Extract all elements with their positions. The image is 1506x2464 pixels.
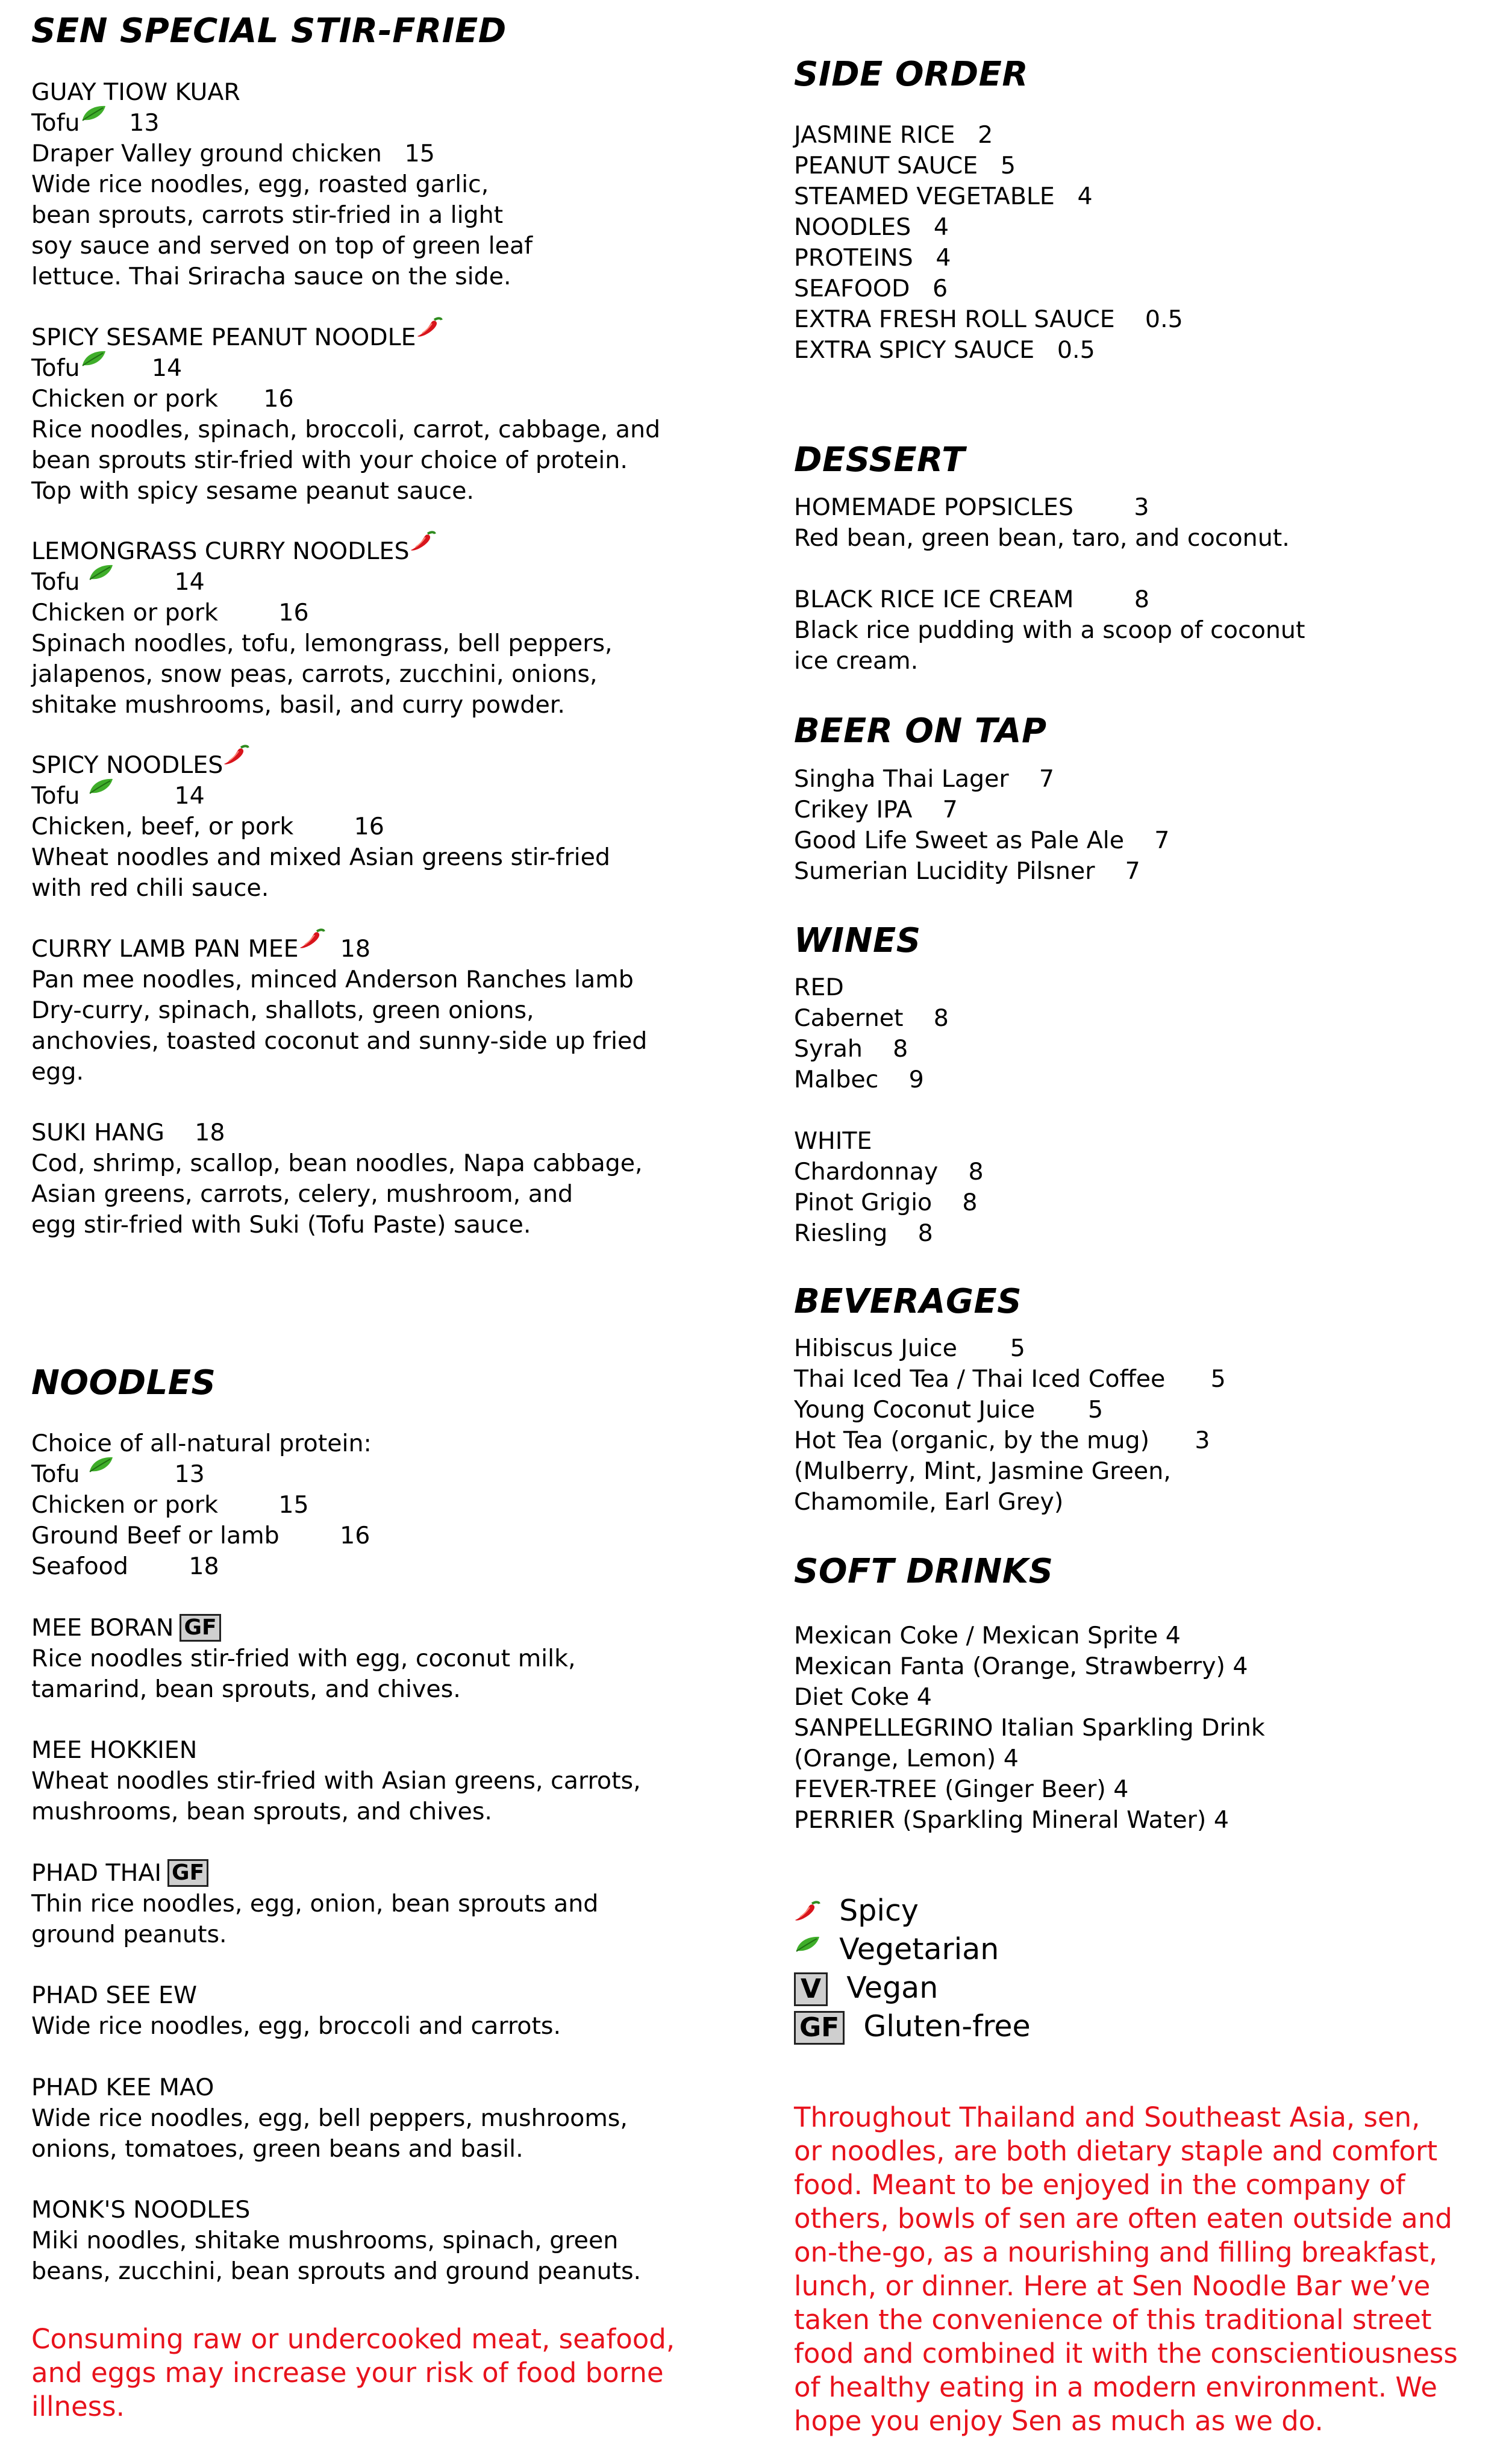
legend-spicy [794, 1892, 1487, 1930]
list-item: Crikey IPA 7 [794, 796, 958, 824]
list-item: STEAMED VEGETABLE 4 [794, 183, 1093, 210]
list-item: Thai Iced Tea / Thai Iced Coffee 5 [794, 1365, 1226, 1393]
list-item: SANPELLEGRINO Italian Sparkling Drink [794, 1714, 1265, 1742]
list-item: Mexican Fanta (Orange, Strawberry) 4 [794, 1653, 1248, 1680]
menu-item-spicy-noodles [31, 750, 772, 904]
list-item: FEVER-TREE (Ginger Beer) 4 [794, 1775, 1129, 1803]
leaf-icon [794, 1935, 820, 1953]
warning-line: Consuming raw or undercooked meat, seafood, [31, 2323, 675, 2355]
vegan-badge: V [794, 1972, 828, 2006]
desc-line: with red chili sauce. [31, 874, 269, 902]
desc-line: soy sauce and served on top of green leaf [31, 232, 533, 260]
list-item: Syrah 8 [794, 1035, 908, 1063]
item-name: MONK'S NOODLES [31, 2196, 251, 2224]
section-title-noodles: NOODLES [31, 1363, 216, 1402]
wines-list [794, 972, 1487, 1249]
about-paragraph [794, 2101, 1487, 2438]
tofu-label: Tofu [31, 782, 80, 810]
stirfried-section [31, 11, 772, 52]
gluten-free-badge: GF [167, 1859, 208, 1887]
desc-line: Rice noodles, spinach, broccoli, carrot, cabbage, and [31, 416, 661, 443]
desc-line: jalapenos, snow peas, carrots, zucchini, onions, [31, 660, 598, 688]
list-item: Young Coconut Juice 5 [794, 1396, 1104, 1424]
desc-line: Asian greens, carrots, celery, mushroom, and [31, 1180, 573, 1208]
protein-line: Seafood 18 [31, 1553, 219, 1580]
beer-list [794, 764, 1487, 887]
desc-line: Rice noodles stir-fried with egg, coconut milk, [31, 1645, 576, 1672]
list-item: NOODLES 4 [794, 213, 949, 241]
list-item: HOMEMADE POPSICLES 3 [794, 493, 1149, 521]
list-item: PERRIER (Sparkling Mineral Water) 4 [794, 1806, 1229, 1834]
protein-line: Chicken, beef, or pork 16 [31, 813, 384, 840]
desc-line: bean sprouts, carrots stir-fried in a light [31, 201, 504, 229]
legend-gluten-free [794, 2007, 1487, 2046]
item-name: CURRY LAMB PAN MEE [31, 935, 299, 963]
list-item: EXTRA FRESH ROLL SAUCE 0.5 [794, 305, 1183, 333]
price: 13 [174, 1460, 205, 1488]
menu-item-guay-tiow-kuar [31, 77, 772, 292]
menu-item-monks-noodles [31, 2195, 772, 2287]
list-item: Cabernet 8 [794, 1004, 949, 1032]
dessert-section [794, 440, 1487, 481]
desc-line: bean sprouts stir-fried with your choice of protein. [31, 446, 628, 474]
legend-label: Vegan [846, 1971, 939, 2005]
legend-label: Vegetarian [839, 1932, 999, 1966]
item-name: PHAD THAI [31, 1859, 162, 1887]
list-item: BLACK RICE ICE CREAM 8 [794, 586, 1149, 613]
about-line: taken the convenience of this traditional street [794, 2304, 1432, 2336]
desc-line: Thin rice noodles, egg, onion, bean sprouts and [31, 1890, 599, 1918]
side-order-section [794, 54, 1487, 95]
desc-line: egg. [31, 1058, 84, 1086]
warning-line: and eggs may increase your risk of food borne [31, 2357, 664, 2389]
desc-line: lettuce. Thai Sriracha sauce on the side. [31, 263, 511, 290]
item-name: SUKI HANG 18 [31, 1119, 225, 1146]
price: 14 [151, 354, 183, 382]
menu-item-phad-thai [31, 1858, 772, 1950]
desc-line: Dry-curry, spinach, shallots, green onions, [31, 996, 534, 1024]
list-item: EXTRA SPICY SAUCE 0.5 [794, 336, 1095, 364]
menu-item-lemongrass-curry-noodles [31, 536, 772, 721]
legend-label: Spicy [839, 1893, 919, 1928]
about-line: hope you enjoy Sen as much as we do. [794, 2405, 1323, 2437]
item-name-line [31, 536, 772, 567]
list-item: Sumerian Lucidity Pilsner 7 [794, 857, 1140, 885]
section-title-dessert: DESSERT [794, 440, 965, 480]
menu-item-suki-hang [31, 1118, 772, 1240]
price: 14 [174, 782, 205, 810]
item-name: PHAD KEE MAO [31, 2074, 214, 2101]
about-line: others, bowls of sen are often eaten outside and [794, 2203, 1452, 2234]
list-item: Chardonnay 8 [794, 1158, 984, 1186]
desc-line: Wide rice noodles, egg, bell peppers, mushrooms, [31, 2104, 628, 2132]
about-line: or noodles, are both dietary staple and comfort [794, 2135, 1438, 2167]
item-name: SPICY SESAME PEANUT NOODLE [31, 324, 416, 351]
about-line: of healthy eating in a modern environment. We [794, 2371, 1437, 2403]
item-name: MEE BORAN [31, 1614, 174, 1642]
protein-line: Chicken or pork 16 [31, 385, 294, 413]
leaf-icon [87, 1456, 114, 1474]
about-line: Throughout Thailand and Southeast Asia, sen, [794, 2101, 1420, 2133]
list-item: Mexican Coke / Mexican Sprite 4 [794, 1622, 1181, 1649]
tofu-label: Tofu [31, 109, 80, 137]
wines-section [794, 921, 1487, 962]
item-name: SPICY NOODLES [31, 751, 223, 779]
section-title-stirfried: SEN SPECIAL STIR-FRIED [31, 11, 507, 51]
protein-line: Ground Beef or lamb 16 [31, 1522, 370, 1549]
tofu-line [31, 567, 772, 598]
desc-line: Top with spicy sesame peanut sauce. [31, 477, 474, 505]
price: 13 [129, 109, 160, 137]
leaf-icon [87, 777, 114, 795]
tofu-line [31, 108, 772, 139]
section-title-soft-drinks: SOFT DRINKS [794, 1552, 1054, 1591]
section-title-wines: WINES [794, 921, 921, 960]
list-item: PEANUT SAUCE 5 [794, 152, 1016, 180]
legend-vegetarian [794, 1930, 1487, 1969]
list-item: JASMINE RICE 2 [794, 121, 993, 149]
beverages-section [794, 1281, 1487, 1322]
list-item: Good Life Sweet as Pale Ale 7 [794, 827, 1170, 854]
price: 14 [174, 568, 205, 596]
desc-line: Spinach noodles, tofu, lemongrass, bell peppers, [31, 630, 613, 657]
side-order-list [794, 120, 1487, 366]
tofu-line [31, 781, 772, 811]
chili-icon [410, 530, 436, 552]
about-line: on-the-go, as a nourishing and filling breakfast, [794, 2236, 1438, 2268]
chili-icon [299, 928, 325, 949]
item-name-line [31, 322, 772, 353]
tofu-label: Tofu [31, 354, 80, 382]
list-item: (Mulberry, Mint, Jasmine Green, [794, 1457, 1171, 1485]
section-title-side-order: SIDE ORDER [794, 55, 1028, 94]
chili-icon [416, 316, 443, 338]
menu-item-mee-hokkien [31, 1735, 772, 1827]
gluten-free-badge: GF [794, 2011, 845, 2045]
item-name: GUAY TIOW KUAR [31, 78, 240, 106]
desc-line: Wheat noodles and mixed Asian greens stir-fried [31, 843, 610, 871]
about-line: food. Meant to be enjoyed in the company of [794, 2169, 1405, 2201]
item-name-line [31, 934, 772, 965]
item-name-line [31, 1613, 772, 1643]
about-line: food and combined it with the conscientiousness [794, 2337, 1458, 2369]
desc-line: ground peanuts. [31, 1921, 227, 1948]
desc-line: anchovies, toasted coconut and sunny-side up fried [31, 1027, 648, 1055]
item-desc: Red bean, green bean, taro, and coconut. [794, 524, 1290, 552]
list-item: Chamomile, Earl Grey) [794, 1488, 1064, 1516]
protein-intro: Choice of all-natural protein: [31, 1430, 372, 1457]
soft-drinks-section [794, 1551, 1487, 1592]
soft-drinks-list [794, 1621, 1487, 1836]
section-title-beer: BEER ON TAP [794, 711, 1047, 751]
list-item: (Orange, Lemon) 4 [794, 1745, 1019, 1772]
noodles-section [31, 1363, 772, 1404]
desc-line: beans, zucchini, bean sprouts and ground peanuts. [31, 2257, 642, 2285]
tofu-line [31, 1459, 772, 1490]
tofu-label: Tofu [31, 1460, 80, 1488]
section-title-beverages: BEVERAGES [794, 1282, 1022, 1321]
list-item: SEAFOOD 6 [794, 275, 948, 302]
desc-line: Cod, shrimp, scallop, bean noodles, Napa cabbage, [31, 1149, 643, 1177]
price: 18 [340, 935, 371, 963]
protein-line: Draper Valley ground chicken 15 [31, 140, 435, 167]
menu-item-curry-lamb-pan-mee [31, 934, 772, 1087]
protein-choices [31, 1428, 772, 1582]
chili-icon [223, 744, 249, 766]
protein-line: Chicken or pork 15 [31, 1491, 309, 1519]
dessert-list [794, 492, 1487, 677]
beverages-list [794, 1333, 1487, 1518]
chili-icon [794, 1900, 820, 1922]
warning-line: illness. [31, 2391, 125, 2422]
protein-line: Chicken or pork 16 [31, 599, 309, 627]
leaf-icon [80, 104, 107, 122]
item-name-line [31, 1858, 772, 1889]
desc-line: Miki noodles, shitake mushrooms, spinach, green [31, 2227, 619, 2254]
beer-section [794, 711, 1487, 752]
desc-line: Wheat noodles stir-fried with Asian greens, carrots, [31, 1767, 641, 1795]
desc-line: tamarind, bean sprouts, and chives. [31, 1675, 461, 1703]
item-name: PHAD SEE EW [31, 1981, 198, 2009]
menu-item-phad-see-ew [31, 1980, 772, 2042]
menu-item-mee-boran [31, 1613, 772, 1705]
food-safety-warning [31, 2322, 772, 2424]
list-item: PROTEINS 4 [794, 244, 951, 272]
desc-line: shitake mushrooms, basil, and curry powder. [31, 691, 565, 719]
desc-line: mushrooms, bean sprouts, and chives. [31, 1798, 492, 1825]
list-item: Pinot Grigio 8 [794, 1189, 978, 1216]
list-item: Riesling 8 [794, 1219, 933, 1247]
item-name: LEMONGRASS CURRY NOODLES [31, 537, 410, 565]
list-item: Hibiscus Juice 5 [794, 1334, 1025, 1362]
wine-category: RED [794, 974, 844, 1001]
desc-line: Pan mee noodles, minced Anderson Ranches lamb [31, 966, 634, 993]
wine-category: WHITE [794, 1127, 872, 1155]
leaf-icon [80, 349, 107, 367]
dietary-legend [794, 1892, 1487, 2046]
menu-item-phad-kee-mao [31, 2072, 772, 2165]
item-name-line [31, 750, 772, 781]
item-name: MEE HOKKIEN [31, 1736, 198, 1764]
about-line: lunch, or dinner. Here at Sen Noodle Bar we’ve [794, 2270, 1431, 2302]
list-item: Singha Thai Lager 7 [794, 765, 1055, 793]
menu-item-spicy-sesame-peanut-noodle [31, 322, 772, 507]
leaf-icon [87, 563, 114, 581]
item-desc: Black rice pudding with a scoop of coconut [794, 616, 1305, 644]
legend-vegan [794, 1969, 1487, 2007]
list-item: Malbec 9 [794, 1066, 924, 1093]
list-item: Hot Tea (organic, by the mug) 3 [794, 1427, 1210, 1454]
list-item: Diet Coke 4 [794, 1683, 932, 1711]
tofu-price [107, 109, 160, 137]
desc-line: onions, tomatoes, green beans and basil. [31, 2135, 523, 2163]
gluten-free-badge: GF [180, 1614, 220, 1642]
desc-line: Wide rice noodles, egg, roasted garlic, [31, 170, 489, 198]
item-desc: ice cream. [794, 647, 919, 675]
tofu-label: Tofu [31, 568, 80, 596]
desc-line: Wide rice noodles, egg, broccoli and carrots. [31, 2012, 561, 2040]
desc-line: egg stir-fried with Suki (Tofu Paste) sauce. [31, 1211, 531, 1239]
tofu-line [31, 353, 772, 384]
legend-label: Gluten-free [863, 2009, 1031, 2043]
